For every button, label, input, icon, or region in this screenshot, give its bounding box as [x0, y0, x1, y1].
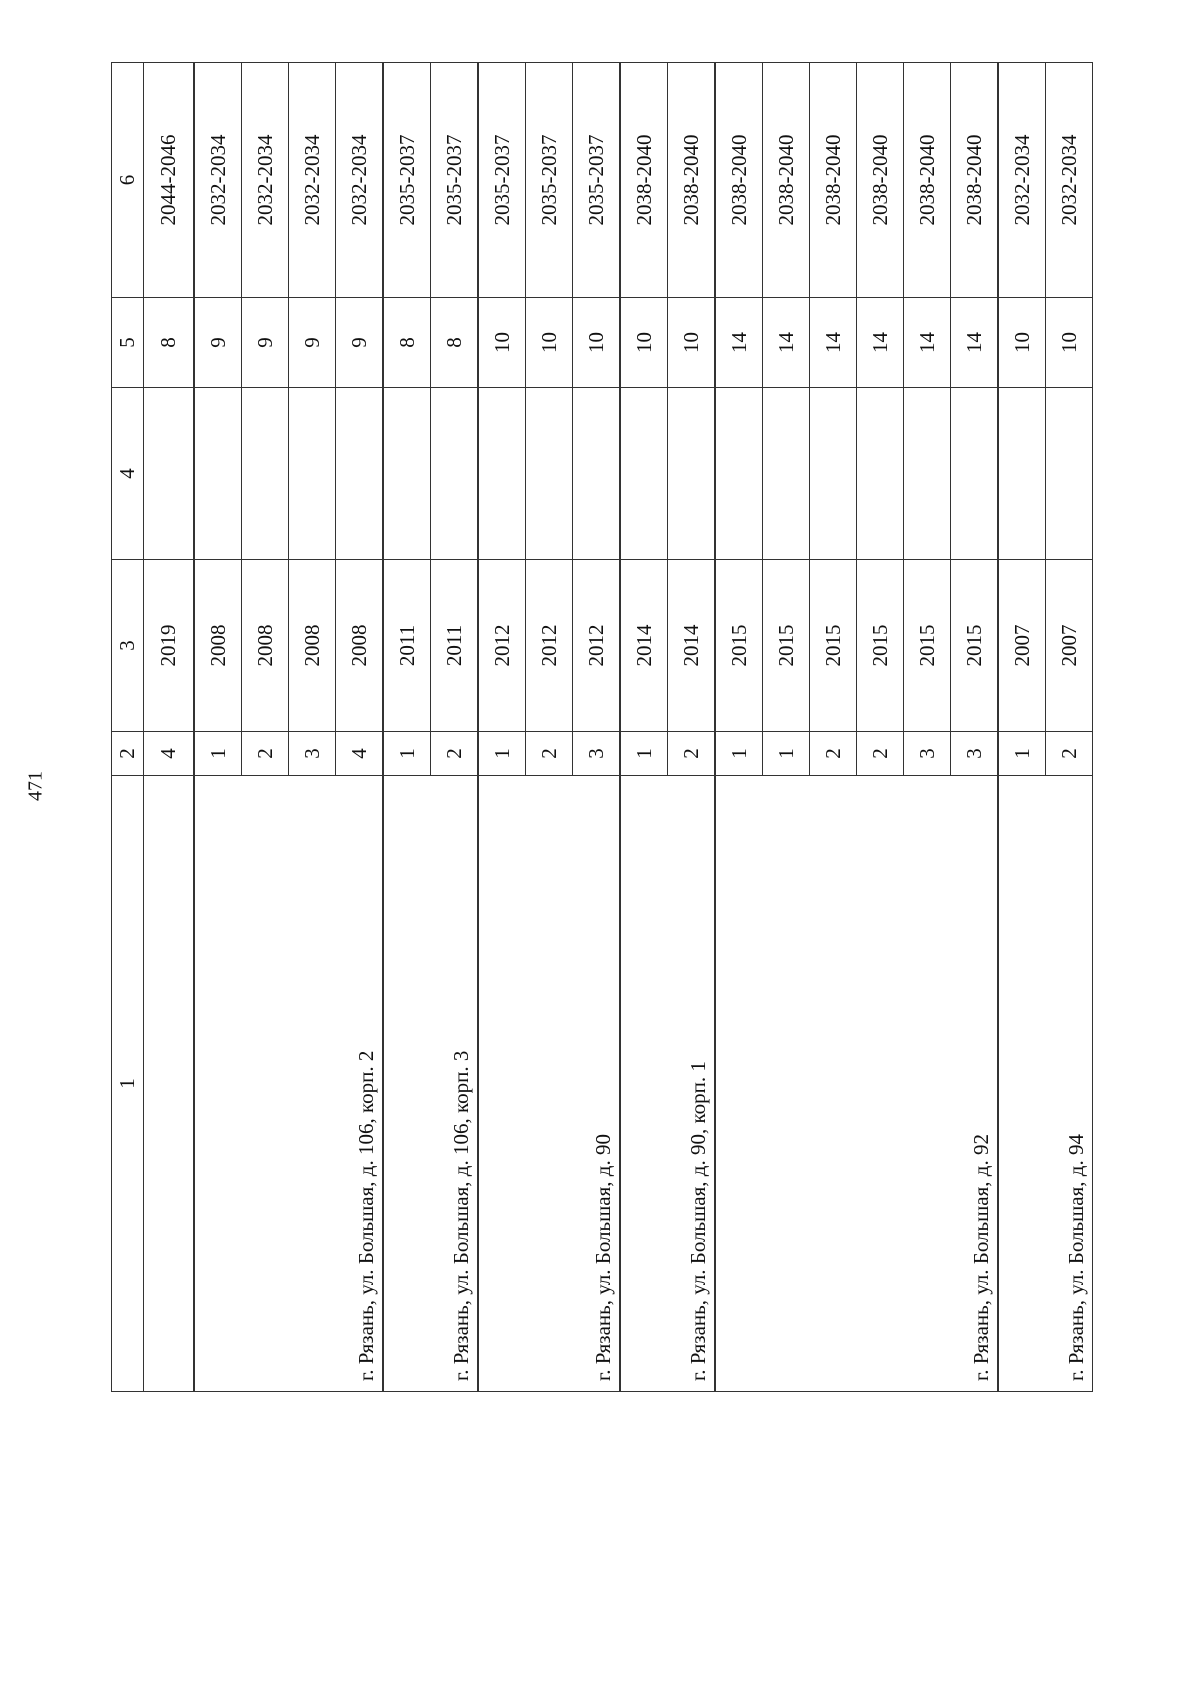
table-row	[383, 63, 431, 1392]
header-row	[112, 63, 144, 1392]
header-col-2: 2	[112, 732, 144, 776]
table-row	[478, 63, 526, 1392]
row-year: 2015	[904, 560, 951, 732]
row-col-4	[904, 388, 951, 560]
table-container	[111, 63, 1088, 1392]
row-period: 2032-2034	[242, 63, 289, 298]
row-col-5: 10	[620, 298, 668, 388]
row-year: 2012	[478, 560, 526, 732]
row-number: 2	[431, 732, 479, 776]
table-rotation-frame	[111, 63, 1088, 1392]
row-year: 2008	[289, 560, 336, 732]
row-year: 2015	[715, 560, 763, 732]
header-col-1: 1	[112, 776, 144, 1392]
row-col-5: 8	[383, 298, 431, 388]
row-year: 2015	[763, 560, 810, 732]
row-year: 2008	[242, 560, 289, 732]
register-table	[111, 62, 1093, 1392]
row-period: 2032-2034	[289, 63, 336, 298]
row-col-4	[620, 388, 668, 560]
table-row	[998, 63, 1046, 1392]
row-period: 2038-2040	[620, 63, 668, 298]
row-number: 1	[998, 732, 1046, 776]
row-period: 2038-2040	[810, 63, 857, 298]
row-period: 2038-2040	[904, 63, 951, 298]
row-year: 2014	[620, 560, 668, 732]
row-number: 1	[478, 732, 526, 776]
row-number: 1	[763, 732, 810, 776]
row-col-4	[431, 388, 479, 560]
row-col-5: 10	[526, 298, 573, 388]
row-period: 2032-2034	[194, 63, 242, 298]
row-col-5: 9	[336, 298, 384, 388]
row-number: 2	[810, 732, 857, 776]
row-number: 3	[289, 732, 336, 776]
row-col-5: 8	[431, 298, 479, 388]
row-year: 2019	[144, 560, 195, 732]
table-row	[194, 63, 242, 1392]
row-col-4	[383, 388, 431, 560]
row-col-5: 8	[144, 298, 195, 388]
row-col-5: 14	[810, 298, 857, 388]
row-col-5: 10	[668, 298, 716, 388]
row-year: 2014	[668, 560, 716, 732]
address-cell: г. Рязань, ул. Большая, д. 90, корп. 1	[620, 776, 715, 1392]
row-period: 2038-2040	[763, 63, 810, 298]
row-number: 1	[194, 732, 242, 776]
row-col-5: 10	[998, 298, 1046, 388]
row-year: 2015	[951, 560, 999, 732]
address-cell: г. Рязань, ул. Большая, д. 92	[715, 776, 998, 1392]
address-cell: г. Рязань, ул. Большая, д. 94	[998, 776, 1093, 1392]
row-period: 2044-2046	[144, 63, 195, 298]
address-cell	[144, 776, 195, 1392]
row-period: 2038-2040	[715, 63, 763, 298]
row-year: 2011	[431, 560, 479, 732]
row-year: 2012	[573, 560, 621, 732]
row-year: 2015	[810, 560, 857, 732]
row-col-4	[336, 388, 384, 560]
row-col-5: 10	[573, 298, 621, 388]
row-col-4	[715, 388, 763, 560]
row-number: 2	[668, 732, 716, 776]
row-col-4	[289, 388, 336, 560]
table-body	[112, 63, 1093, 1392]
row-year: 2007	[998, 560, 1046, 732]
header-col-3: 3	[112, 560, 144, 732]
row-period: 2035-2037	[573, 63, 621, 298]
row-col-4	[857, 388, 904, 560]
row-col-5: 9	[194, 298, 242, 388]
row-number: 2	[1046, 732, 1093, 776]
row-year: 2012	[526, 560, 573, 732]
row-col-4	[194, 388, 242, 560]
row-number: 2	[526, 732, 573, 776]
row-col-5: 10	[478, 298, 526, 388]
row-year: 2015	[857, 560, 904, 732]
row-year: 2007	[1046, 560, 1093, 732]
row-year: 2008	[194, 560, 242, 732]
row-number: 2	[857, 732, 904, 776]
row-col-4	[1046, 388, 1093, 560]
address-cell: г. Рязань, ул. Большая, д. 106, корп. 2	[194, 776, 383, 1392]
row-col-5: 14	[857, 298, 904, 388]
row-number: 4	[336, 732, 384, 776]
row-period: 2038-2040	[857, 63, 904, 298]
header-col-4: 4	[112, 388, 144, 560]
row-period: 2035-2037	[478, 63, 526, 298]
header-col-5: 5	[112, 298, 144, 388]
row-col-5: 14	[951, 298, 999, 388]
row-number: 4	[144, 732, 195, 776]
row-col-5: 14	[715, 298, 763, 388]
row-col-4	[573, 388, 621, 560]
table-row	[715, 63, 763, 1392]
row-col-4	[478, 388, 526, 560]
row-number: 1	[383, 732, 431, 776]
row-col-5: 9	[242, 298, 289, 388]
table-row	[620, 63, 668, 1392]
page-number: 471	[24, 771, 47, 801]
row-number: 3	[573, 732, 621, 776]
row-number: 2	[242, 732, 289, 776]
row-number: 3	[904, 732, 951, 776]
row-period: 2035-2037	[526, 63, 573, 298]
row-number: 1	[620, 732, 668, 776]
address-cell: г. Рязань, ул. Большая, д. 90	[478, 776, 620, 1392]
row-number: 1	[715, 732, 763, 776]
row-col-4	[242, 388, 289, 560]
row-col-4	[951, 388, 999, 560]
row-col-5: 10	[1046, 298, 1093, 388]
row-period: 2038-2040	[951, 63, 999, 298]
row-col-4	[668, 388, 716, 560]
table-row	[144, 63, 195, 1392]
row-period: 2038-2040	[668, 63, 716, 298]
row-col-4	[526, 388, 573, 560]
row-col-4	[998, 388, 1046, 560]
row-period: 2035-2037	[431, 63, 479, 298]
row-period: 2032-2034	[1046, 63, 1093, 298]
row-period: 2035-2037	[383, 63, 431, 298]
row-col-5: 9	[289, 298, 336, 388]
row-col-5: 14	[763, 298, 810, 388]
row-year: 2011	[383, 560, 431, 732]
row-year: 2008	[336, 560, 384, 732]
row-number: 3	[951, 732, 999, 776]
row-col-4	[144, 388, 195, 560]
row-period: 2032-2034	[998, 63, 1046, 298]
row-period: 2032-2034	[336, 63, 384, 298]
address-cell: г. Рязань, ул. Большая, д. 106, корп. 3	[383, 776, 478, 1392]
row-col-5: 14	[904, 298, 951, 388]
row-col-4	[810, 388, 857, 560]
row-col-4	[763, 388, 810, 560]
header-col-6: 6	[112, 63, 144, 298]
